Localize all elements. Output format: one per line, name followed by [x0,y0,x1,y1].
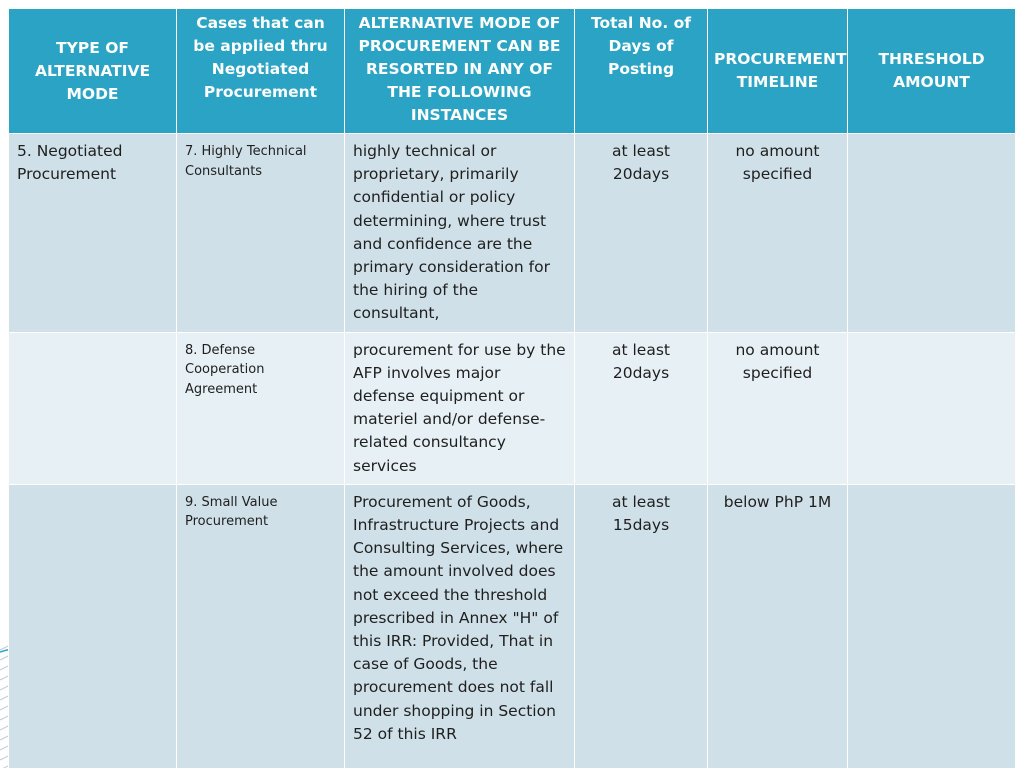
header-days-posting: Total No. of Days of Posting [575,9,708,134]
header-threshold-amount: THRESHOLD AMOUNT [848,9,1016,134]
cell-case: 7. Highly Technical Consultants [177,134,345,333]
cell-posting: at least 20days [575,134,708,333]
cell-posting: at least 20days [575,332,708,484]
cell-timeline: no amount specified [708,134,848,333]
cell-mode [9,332,177,484]
cell-timeline: no amount specified [708,332,848,484]
cell-threshold [848,484,1016,768]
header-instances: ALTERNATIVE MODE OF PROCUREMENT CAN BE RESORTED IN ANY OF THE FOLLOWING INSTANCES [345,9,575,134]
header-type-of-mode: TYPE OF ALTERNATIVE MODE [9,9,177,134]
table-row [9,484,1016,768]
cell-threshold [848,332,1016,484]
cell-case: 8. Defense Cooperation Agreement [177,332,345,484]
cell-instances: highly technical or proprietary, primarily confidential or policy determining, where trust and confidence are the primary consideration for the hiring of the consultant, [345,134,575,333]
header-row [9,9,1016,134]
procurement-table [8,8,1016,768]
cell-posting: at least 15days [575,484,708,768]
cell-instances: procurement for use by the AFP involves major defense equipment or materiel and/or defense-related consultancy services [345,332,575,484]
cell-threshold [848,134,1016,333]
table-row [9,134,1016,333]
cell-case: 9. Small Value Procurement [177,484,345,768]
cell-timeline: below PhP 1M [708,484,848,768]
cell-mode [9,484,177,768]
header-cases: Cases that can be applied thru Negotiated Procurement [177,9,345,134]
cell-mode: 5. Negotiated Procurement [9,134,177,333]
table-row [9,332,1016,484]
cell-instances: Procurement of Goods, Infrastructure Projects and Consulting Services, where the amount involved does not exceed the threshold prescribed in Annex "H" of this IRR: Provided, That in case of Goods, the procurement does not fall under shopping in Section 52 of this IRR [345,484,575,768]
header-procurement-timeline: PROCUREMENT TIMELINE [708,9,848,134]
